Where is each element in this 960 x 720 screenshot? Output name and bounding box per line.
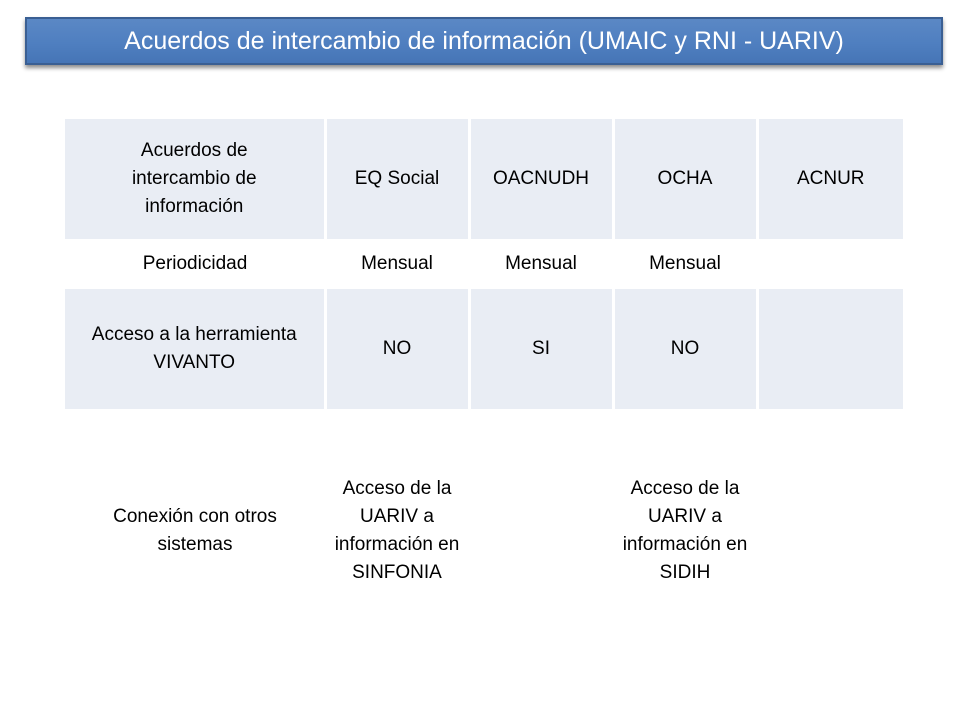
cell-periodicidad-acnur xyxy=(757,239,903,289)
cell-conexion-ocha xyxy=(613,409,757,653)
header-label: Acuerdos de intercambio de información xyxy=(131,140,257,217)
cell-acceso-acnur xyxy=(757,289,903,409)
row-label-conexion-text: Conexión con otros sistemas xyxy=(113,506,277,555)
table-row-acceso xyxy=(65,289,903,409)
row-label-periodicidad: Periodicidad xyxy=(65,239,325,289)
row-label-conexion xyxy=(65,409,325,653)
cell-conexion-acnur xyxy=(757,409,903,653)
header-oacnudh: OACNUDH xyxy=(469,119,613,239)
cell-conexion-ocha-text: Acceso de la UARIV a información en SIDIH xyxy=(622,478,748,583)
cell-acceso-oacnudh: SI xyxy=(469,289,613,409)
title-bar xyxy=(25,17,943,65)
cell-conexion-oacnudh xyxy=(469,409,613,653)
row-label-acceso-text: Acceso a la herramienta VIVANTO xyxy=(91,324,297,373)
cell-periodicidad-oacnudh: Mensual xyxy=(469,239,613,289)
table-row-conexion xyxy=(65,409,903,653)
cell-acceso-ocha: NO xyxy=(613,289,757,409)
cell-periodicidad-eq-social: Mensual xyxy=(325,239,469,289)
header-ocha: OCHA xyxy=(613,119,757,239)
row-label-acceso xyxy=(65,289,325,409)
table-row-periodicidad xyxy=(65,239,903,289)
cell-conexion-eq-social-text: Acceso de la UARIV a información en SINFONIA xyxy=(334,478,460,583)
header-acnur: ACNUR xyxy=(757,119,903,239)
cell-acceso-eq-social: NO xyxy=(325,289,469,409)
header-label-cell xyxy=(65,119,325,239)
cell-conexion-eq-social xyxy=(325,409,469,653)
header-eq-social: EQ Social xyxy=(325,119,469,239)
page-title: Acuerdos de intercambio de información (UMAIC y RNI - UARIV) xyxy=(124,26,844,55)
table-header-row xyxy=(65,119,903,239)
cell-periodicidad-ocha: Mensual xyxy=(613,239,757,289)
info-table xyxy=(65,119,903,653)
